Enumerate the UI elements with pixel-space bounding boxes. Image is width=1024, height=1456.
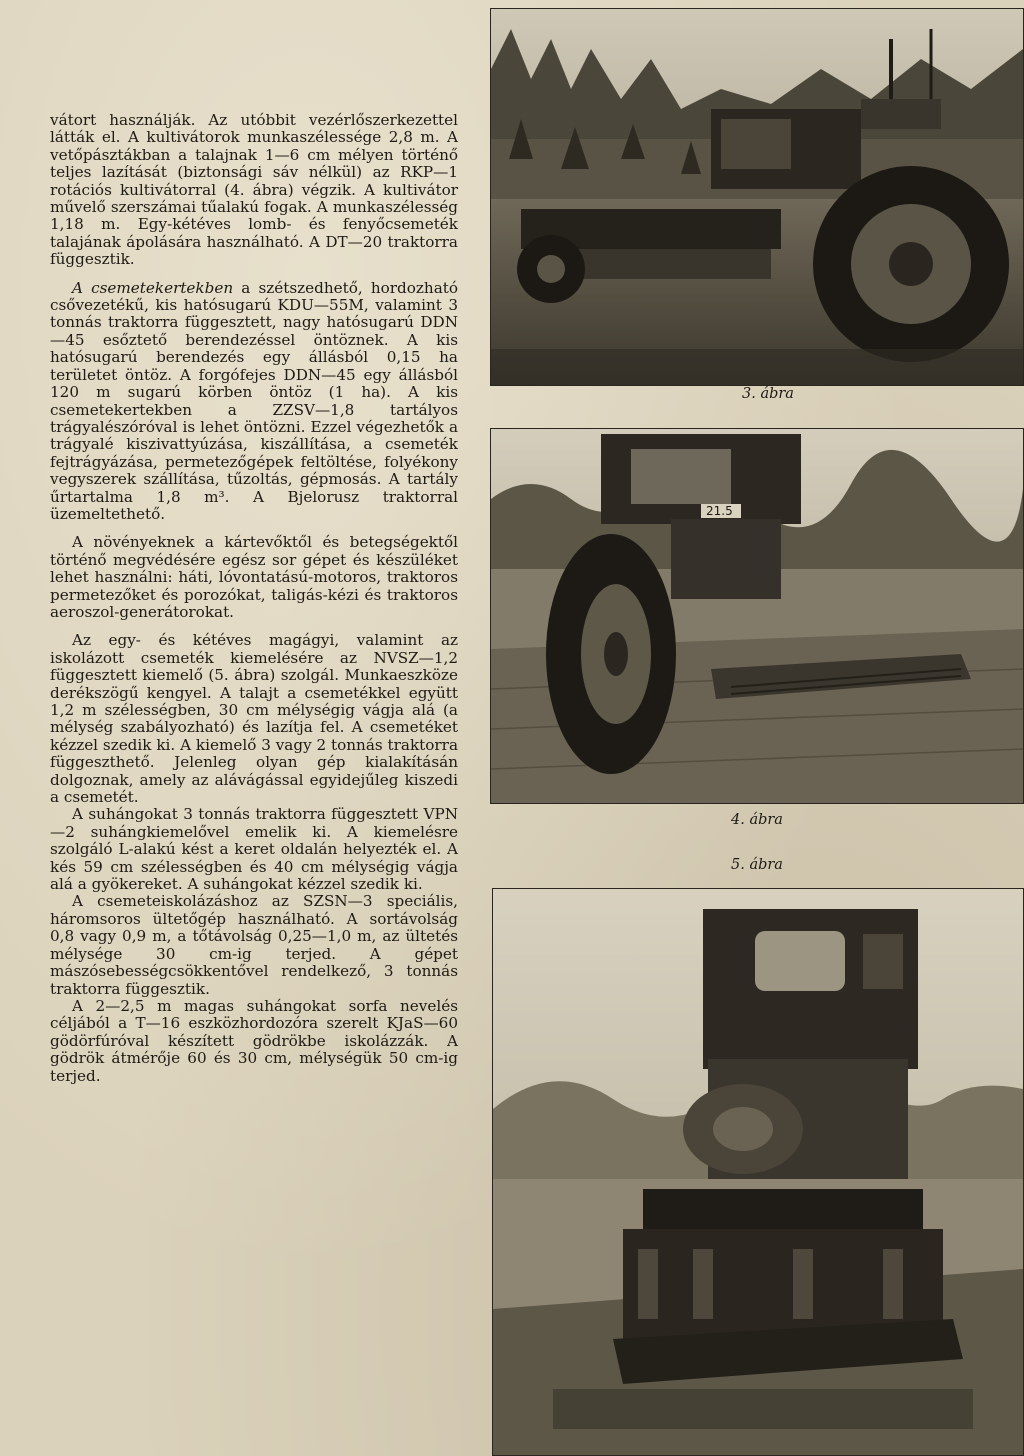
tractor-field-image (491, 429, 1023, 803)
text-column (50, 112, 458, 1085)
paragraph-1: vátort használják. Az utóbbit vezérlőszerkezettel látták el. A kultivátorok munkaszélessége 2,8 m. A vetőpásztákban a talajnak 1—6 cm mélyen történő teljes lazítását (biztonsági sáv nélkül) az RKP—1 rotációs kultivátorral (4. ábra) végzik. A kultivátor művelő szerszámai tűalakú fogak. A munkaszélesség 1,18 m. Egy-kétéves lomb- és fenyőcsemeték talajának ápolására használható. A DT—20 traktorra függesztik. (50, 111, 458, 269)
paragraph-5: A suhángokat 3 tonnás traktorra függesztett VPN—2 suhángkiemelővel emelik ki. A kiemelésre szolgáló L-alakú kést a keret oldalán helyezték el. A kés 59 cm szélességben és 40 cm mélységig vágja alá a gyökereket. A suhángokat kézzel szedik ki. (50, 805, 458, 894)
figure-4-caption: 4. ábra (731, 812, 783, 828)
figure-5-caption: 5. ábra (731, 857, 783, 873)
figure-5-photo (492, 888, 1024, 1456)
paragraph-6: A csemeteiskolázáshoz az SZSN—3 speciális, háromsoros ültetőgép használható. A sortávolság 0,8 vagy 0,9 m, a tőtávolság 0,25—1,0 m, az ültetés mélysége 30 cm-ig terjed. A gépet mászósebességcsökkentővel rendelkező, 3 tonnás traktorra függesztik. (50, 892, 458, 998)
figure-3-photo (490, 8, 1024, 386)
paragraph-7: A 2—2,5 m magas suhángokat sorfa nevelés céljából a T—16 eszközhordozóra szerelt KJaS—60 gödörfúróval készített gödrökbe iskolázzák. A gödrök átmérője 60 és 30 cm, mélységük 50 cm-ig terjed. (50, 996, 458, 1085)
paragraph-4: Az egy- és kétéves magágyi, valamint az iskolázott csemeték kiemelésére az NVSZ—1,2 függesztett kiemelő (5. ábra) szolgál. Munkaeszköze derékszögű kengyel. A talajt a csemetékkel együtt 1,2 m szélességben, 30 cm mélységig vágja alá (a mélység szabályozható) és lazítja fel. A csemetéket kézzel szedik ki. A kiemelő 3 vagy 2 tonnás traktorra függeszthető. Jelenleg olyan gép kialakításán dolgoznak, amely az alávágással egyidejűleg kiszedi a csemetét. (50, 631, 458, 807)
paragraph-2 (50, 280, 458, 524)
tractor-cultivator-image (491, 9, 1023, 385)
plate-number: 21.5 (706, 504, 733, 518)
figure-3-caption: 3. ábra (742, 386, 794, 402)
crawler-tractor-image (493, 889, 1023, 1455)
paragraph-2-lead: A csemetekertekben (72, 278, 234, 297)
paragraph-3: A növényeknek a kártevőktől és betegségektől történő megvédésére egész sor gépet és készüléket lehet használni: háti, lóvontatású-motoros, traktoros permetezőket és porozókat, taligás-kézi és traktoros aeroszol-generátorokat. (50, 533, 458, 621)
figure-4-photo (490, 428, 1024, 804)
paragraph-2-body: a szétszedhető, hordozható csővezetékű, kis hatósugarú KDU—55M, valamint 3 tonnás traktorra függesztett, nagy hatósugarú DDN—45 esőztető berendezéssel öntöznek. A kis hatósugarú berendezés egy állásból 0,15 ha területet öntöz. A forgófejes DDN—45 egy állásból 120 m sugarú körben öntöz (1 ha). A kis csemetekertekben a ZZSV—1,8 tartályos trágyalészóróval is lehet öntözni. Ezzel végezhetők a trágyalé kiszivattyúzása, kiszállítása, a csemeték fejtrágyázása, permetezőgépek feltöltése, folyékony vegyszerek szállítása, tűzoltás, gépmosás. A tartály űrtartalma 1,8 m³. A Bjelorusz traktorral üzemeltethető. (50, 278, 458, 523)
